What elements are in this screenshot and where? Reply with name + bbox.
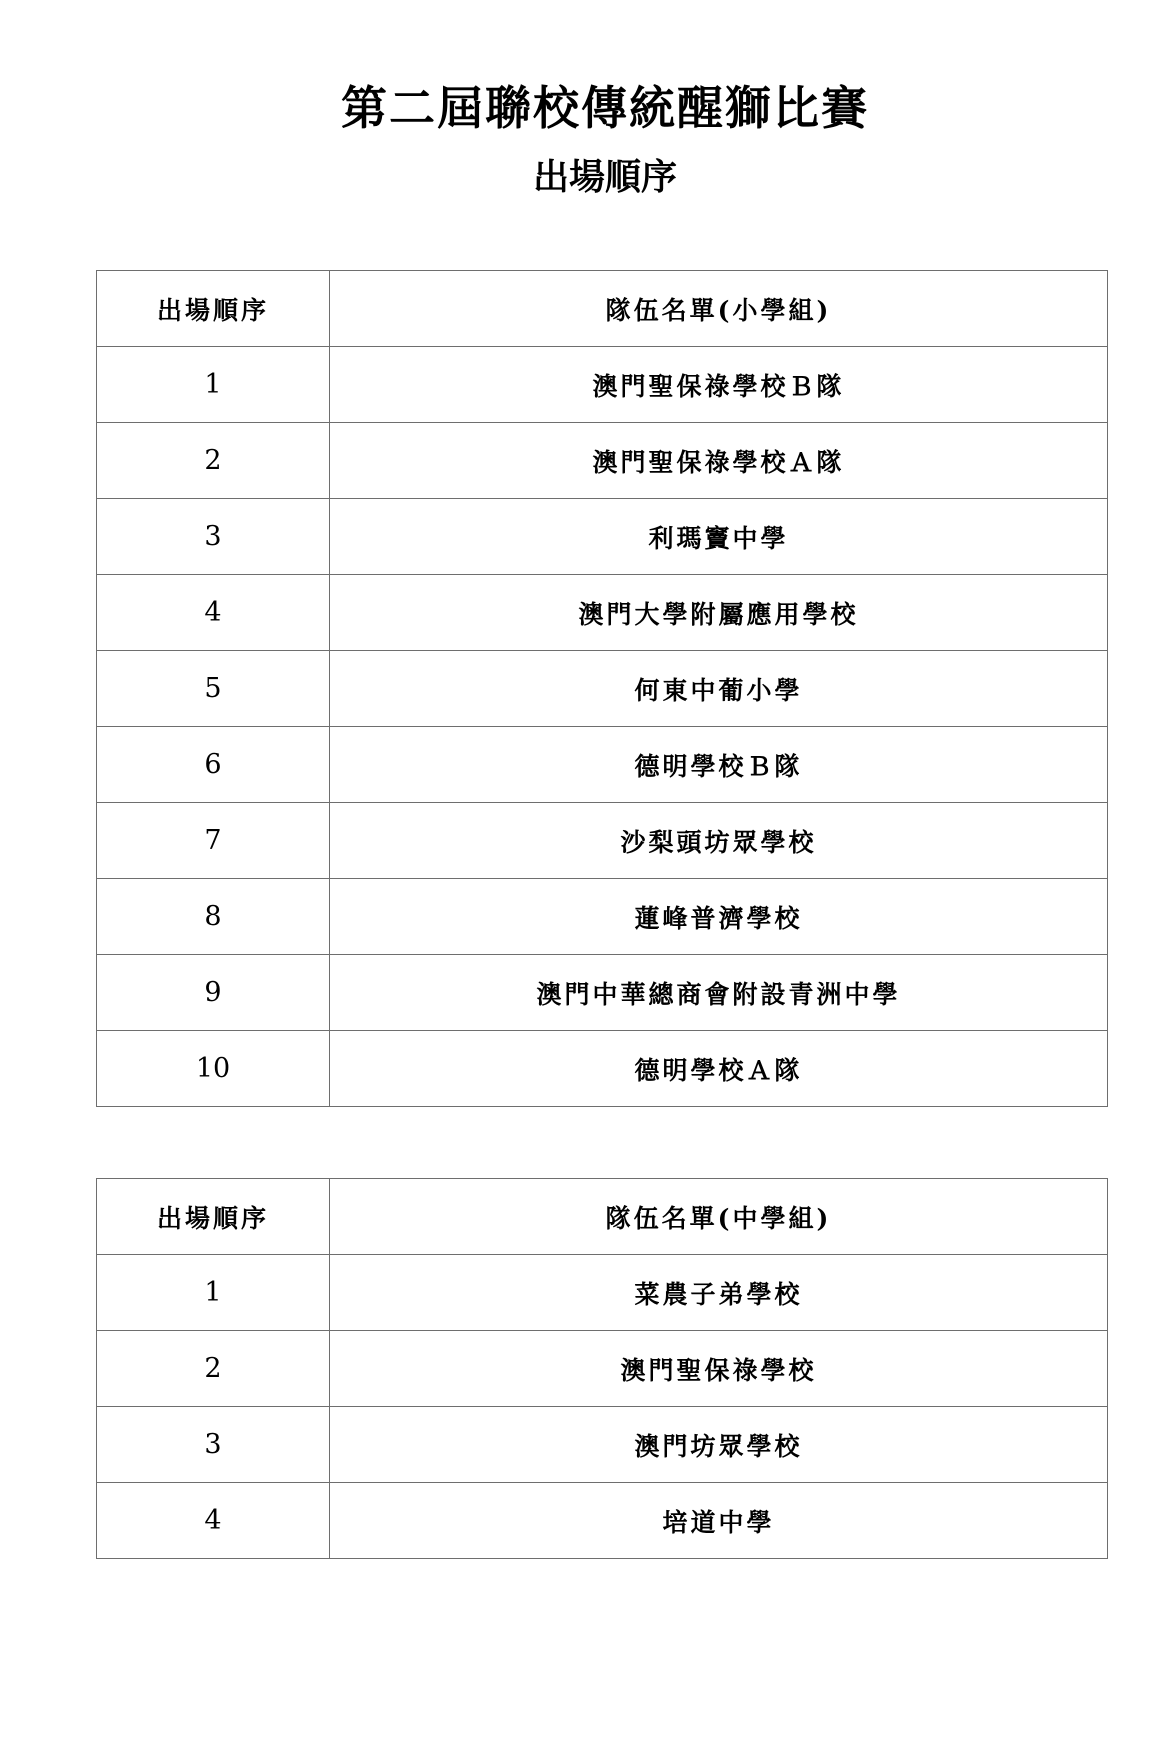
table-row: [97, 575, 1108, 651]
order-cell: 6: [97, 727, 330, 803]
team-cell: 利瑪竇中學: [330, 499, 1108, 575]
secondary-school-order-table: [96, 1178, 1108, 1559]
order-cell: 2: [97, 1331, 330, 1407]
table-row: [97, 423, 1108, 499]
team-cell: 培道中學: [330, 1483, 1108, 1559]
team-cell: 澳門坊眾學校: [330, 1407, 1108, 1483]
team-cell: 德明學校Ｂ隊: [330, 727, 1108, 803]
table-header-row: [97, 1179, 1108, 1255]
order-cell: 1: [97, 1255, 330, 1331]
header-order-cell: 出場順序: [97, 1179, 330, 1255]
table-row: [97, 955, 1108, 1031]
order-cell: 2: [97, 423, 330, 499]
table-row: [97, 1031, 1108, 1107]
table-row: [97, 1255, 1108, 1331]
table-row: [97, 879, 1108, 955]
team-cell: 何東中葡小學: [330, 651, 1108, 727]
table-row: [97, 499, 1108, 575]
order-cell: 8: [97, 879, 330, 955]
primary-school-order-table: [96, 270, 1108, 1107]
order-cell: 3: [97, 1407, 330, 1483]
team-cell: 德明學校Ａ隊: [330, 1031, 1108, 1107]
team-cell: 澳門中華總商會附設青洲中學: [330, 955, 1108, 1031]
order-cell: 10: [97, 1031, 330, 1107]
team-cell: 澳門聖保祿學校Ａ隊: [330, 423, 1108, 499]
header-order-cell: 出場順序: [97, 271, 330, 347]
header-team-cell: 隊伍名單(中學組): [330, 1179, 1108, 1255]
order-cell: 7: [97, 803, 330, 879]
table-header-row: [97, 271, 1108, 347]
table-row: [97, 803, 1108, 879]
document-title: 第二屆聯校傳統醒獅比賽: [341, 81, 869, 135]
team-cell: 沙梨頭坊眾學校: [330, 803, 1108, 879]
team-cell: 菜農子弟學校: [330, 1255, 1108, 1331]
document-subtitle: 出場順序: [532, 156, 677, 198]
team-cell: 澳門大學附屬應用學校: [330, 575, 1108, 651]
team-cell: 澳門聖保祿學校: [330, 1331, 1108, 1407]
header-team-cell: 隊伍名單(小學組): [330, 271, 1108, 347]
order-cell: 4: [97, 1483, 330, 1559]
table-row: [97, 1483, 1108, 1559]
table-row: [97, 1407, 1108, 1483]
table-row: [97, 347, 1108, 423]
team-cell: 澳門聖保祿學校Ｂ隊: [330, 347, 1108, 423]
order-cell: 4: [97, 575, 330, 651]
order-cell: 9: [97, 955, 330, 1031]
order-cell: 1: [97, 347, 330, 423]
table-row: [97, 1331, 1108, 1407]
table-row: [97, 651, 1108, 727]
table-row: [97, 727, 1108, 803]
order-cell: 3: [97, 499, 330, 575]
team-cell: 蓮峰普濟學校: [330, 879, 1108, 955]
order-cell: 5: [97, 651, 330, 727]
